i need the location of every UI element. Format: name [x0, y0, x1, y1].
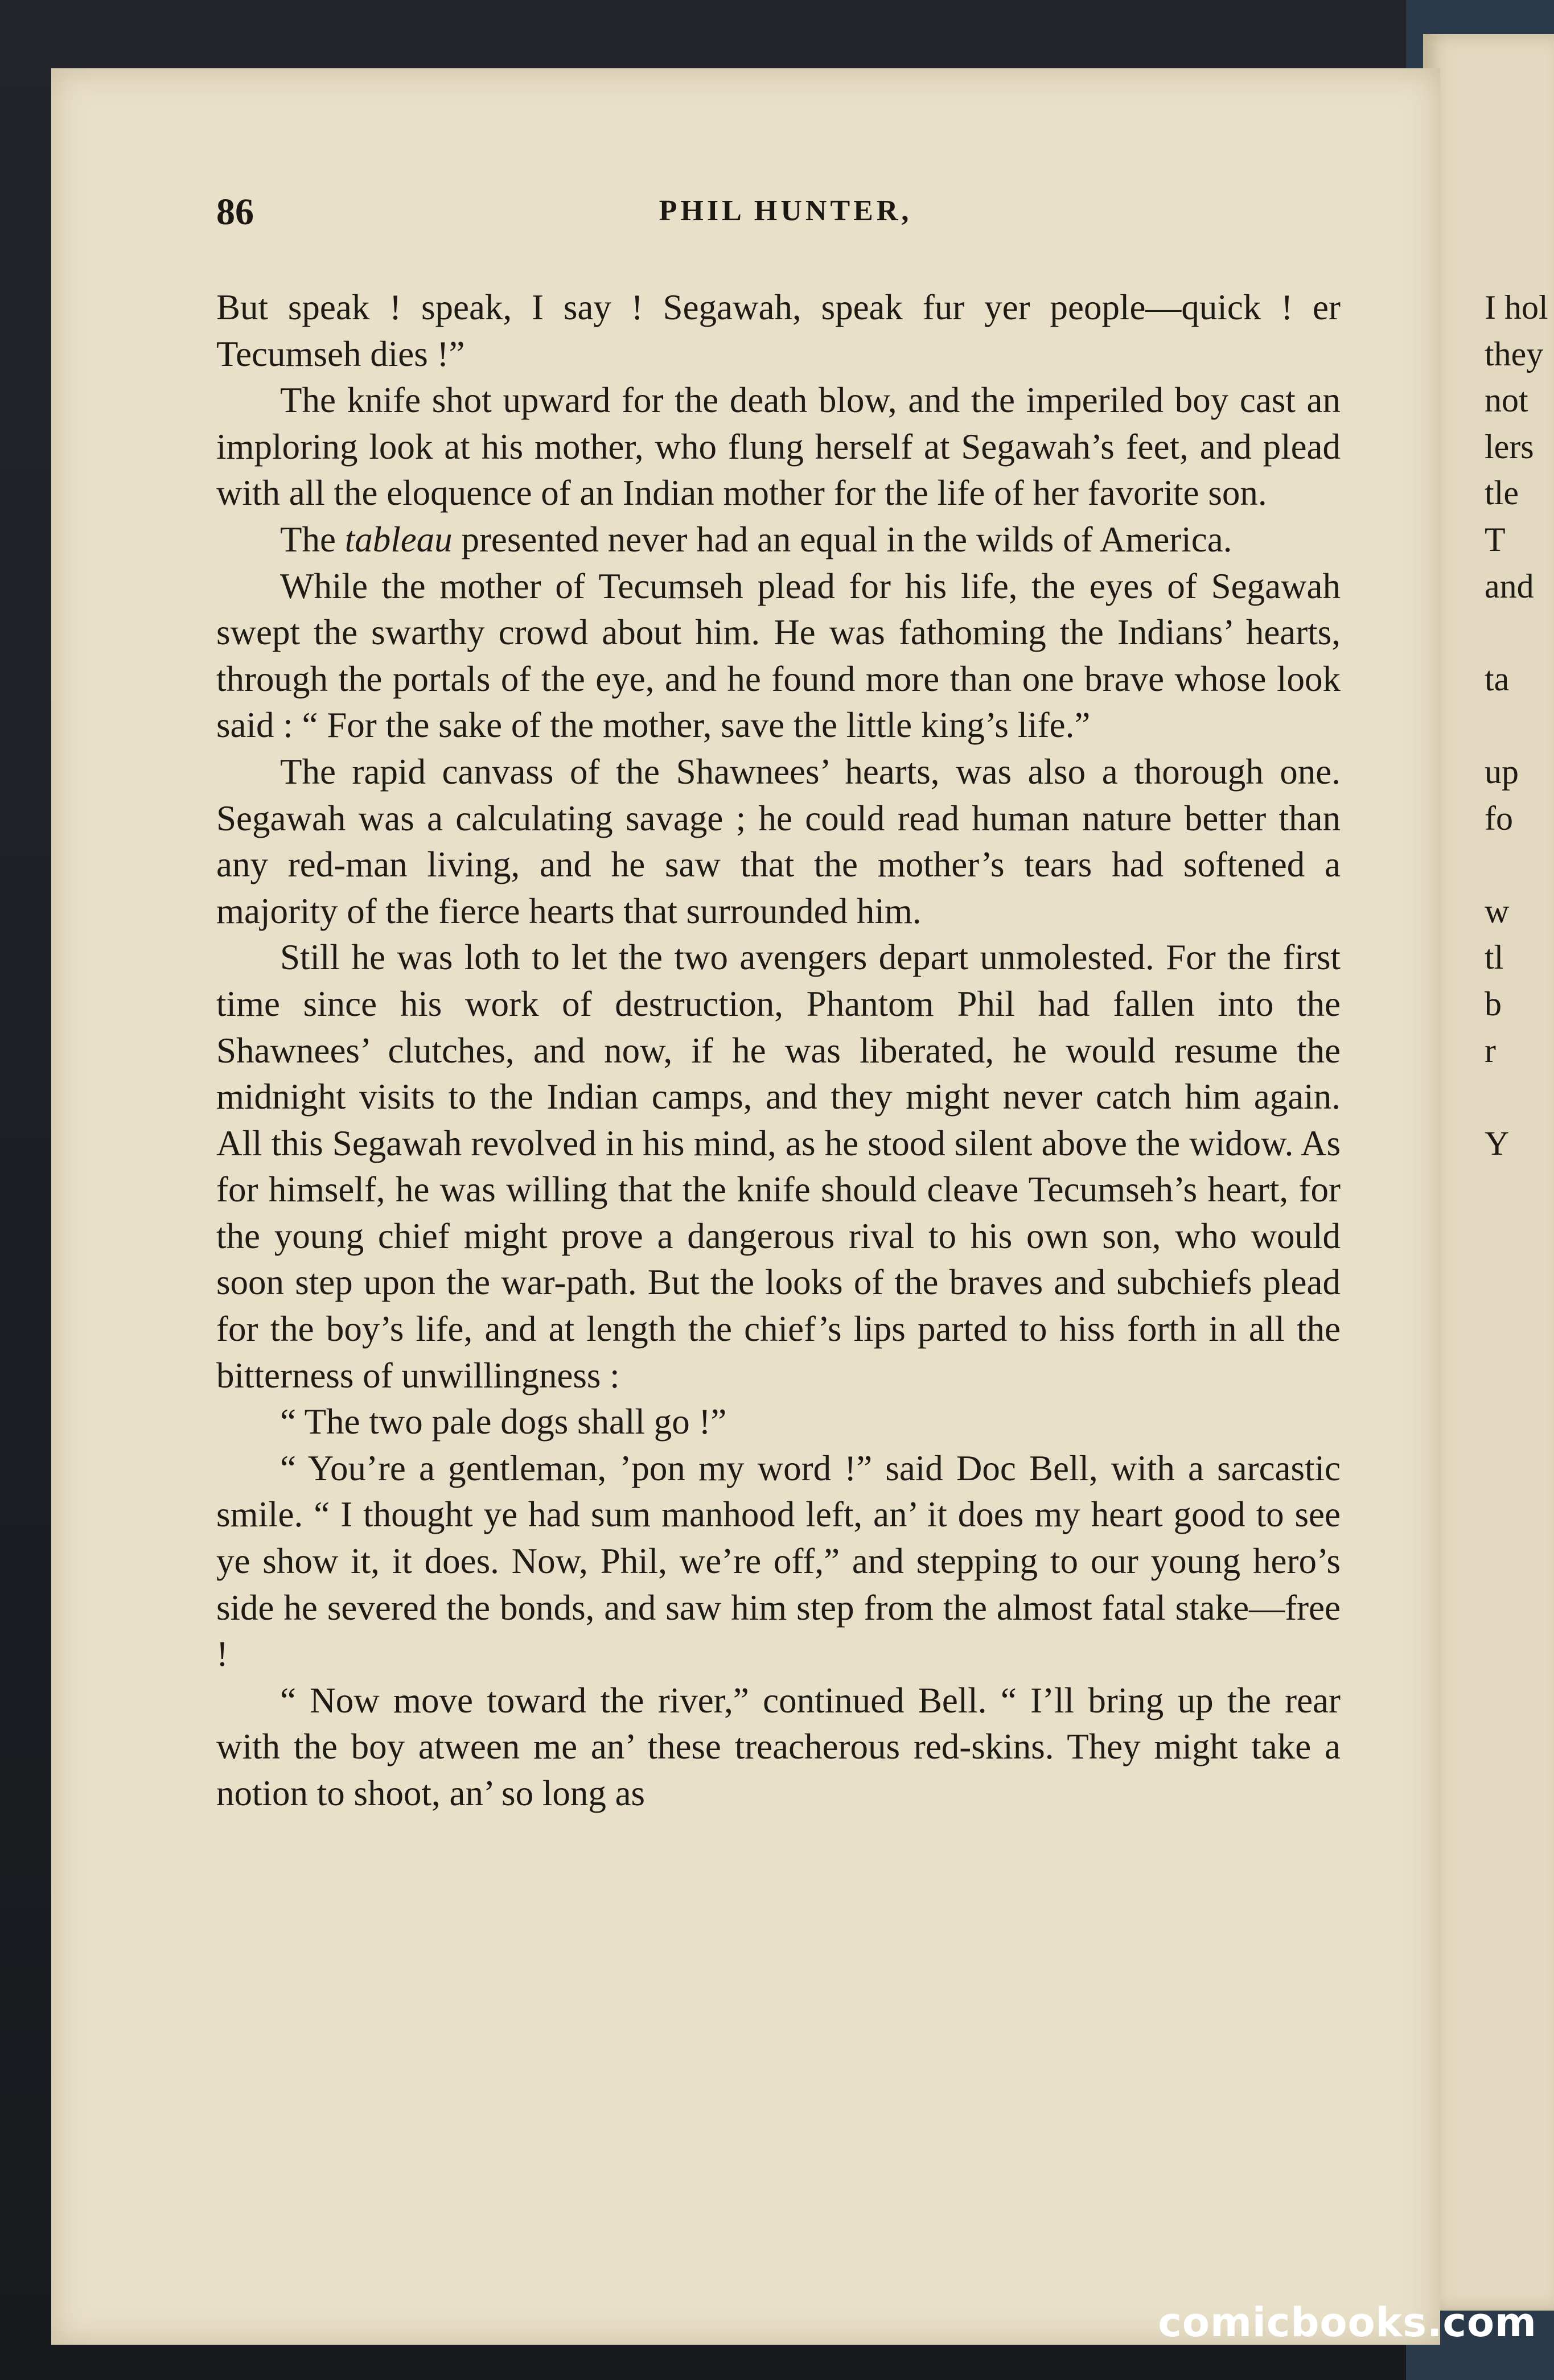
page-body-text	[216, 285, 1341, 1817]
facing-page-line	[1485, 842, 1554, 888]
facing-page-line: tl	[1485, 938, 1504, 977]
paragraph: “ You’re a gentleman, ’pon my word !” said Doc Bell, with a sarcastic smile. “ I thought ye had sum manhood left, an’ it does my heart good to see ye show it, it does. Now, Phil, we’re off,” and stepping to our young hero’s side he severed the bonds, and saw him step from the almost fatal stake—free !	[216, 1448, 1341, 1674]
facing-page-line: b	[1485, 985, 1502, 1023]
facing-page-line	[1485, 610, 1554, 656]
facing-page-line: and	[1485, 567, 1534, 605]
italic-word: tableau	[344, 519, 453, 559]
watermark-text: comicbooks.com	[1158, 2299, 1537, 2346]
facing-page-line: T	[1485, 520, 1506, 558]
facing-page-line	[1485, 702, 1554, 749]
facing-page-line: tle	[1485, 474, 1519, 512]
facing-page-text	[1485, 285, 1554, 1167]
paragraph: “ The two pale dogs shall go !”	[280, 1402, 727, 1442]
paragraph: The tableau presented never had an equal in the wilds of America.	[280, 519, 1232, 559]
facing-page-line: not	[1485, 381, 1528, 419]
page-title: PHIL HUNTER,	[659, 195, 912, 227]
facing-page-line: lers	[1485, 427, 1534, 466]
paragraph: The knife shot upward for the death blow, and the imperiled boy cast an imploring look at his mother, who flung herself at Segawah’s feet, and plead with all the eloquence of an Indian mother for the life of her favorite son.	[216, 380, 1341, 513]
facing-page-line: w	[1485, 892, 1510, 930]
facing-page-line: Y	[1485, 1124, 1510, 1162]
facing-page-line	[1485, 1074, 1554, 1121]
paragraph: Still he was loth to let the two avengers depart unmolested. For the first time since his work of destruction, Phantom Phil had fallen into the Shawnees’ clutches, and now, if he was liberated, he would resume the midnight visits to the Indian camps, and they might never catch him again. All this Segawah revolved in his mind, as he stood silent above the widow. As for himself, he was willing that the knife should cleave Tecumseh’s heart, for the young chief might prove a dangerous rival to his own son, who would soon step upon the war-path. But the looks of the braves and subchiefs plead for the boy’s life, and at length the chief’s lips parted to hiss forth in all the bitterness of unwillingness :	[216, 937, 1341, 1395]
facing-page-line: they	[1485, 335, 1544, 373]
facing-page-line: fo	[1485, 799, 1513, 837]
page-number: 86	[216, 191, 254, 233]
facing-page-line: I hol	[1485, 289, 1548, 326]
paragraph: But speak ! speak, I say ! Segawah, speak fur yer people—quick ! er Tecumseh dies !”	[216, 287, 1341, 374]
paragraph: While the mother of Tecumseh plead for his life, the eyes of Segawah swept the swarthy crowd about him. He was fathoming the Indians’ hearts, through the portals of the eye, and he found more than one brave whose look said : “ For the sake of the mother, save the little king’s life.”	[216, 566, 1341, 746]
facing-page-line: up	[1485, 752, 1519, 790]
running-head	[216, 191, 1355, 248]
facing-page-line: ta	[1485, 660, 1510, 698]
paragraph: “ Now move toward the river,” continued Bell. “ I’ll bring up the rear with the boy atween me an’ these treacherous red-skins. They might take a notion to shoot, an’ so long as	[216, 1680, 1341, 1813]
facing-page-line: r	[1485, 1031, 1496, 1069]
paragraph: The rapid canvass of the Shawnees’ hearts, was also a thorough one. Segawah was a calculating savage ; he could read human nature better than any red-man living, and he saw that the mother’s tears had softened a majority of the fierce hearts that surrounded him.	[216, 751, 1341, 931]
